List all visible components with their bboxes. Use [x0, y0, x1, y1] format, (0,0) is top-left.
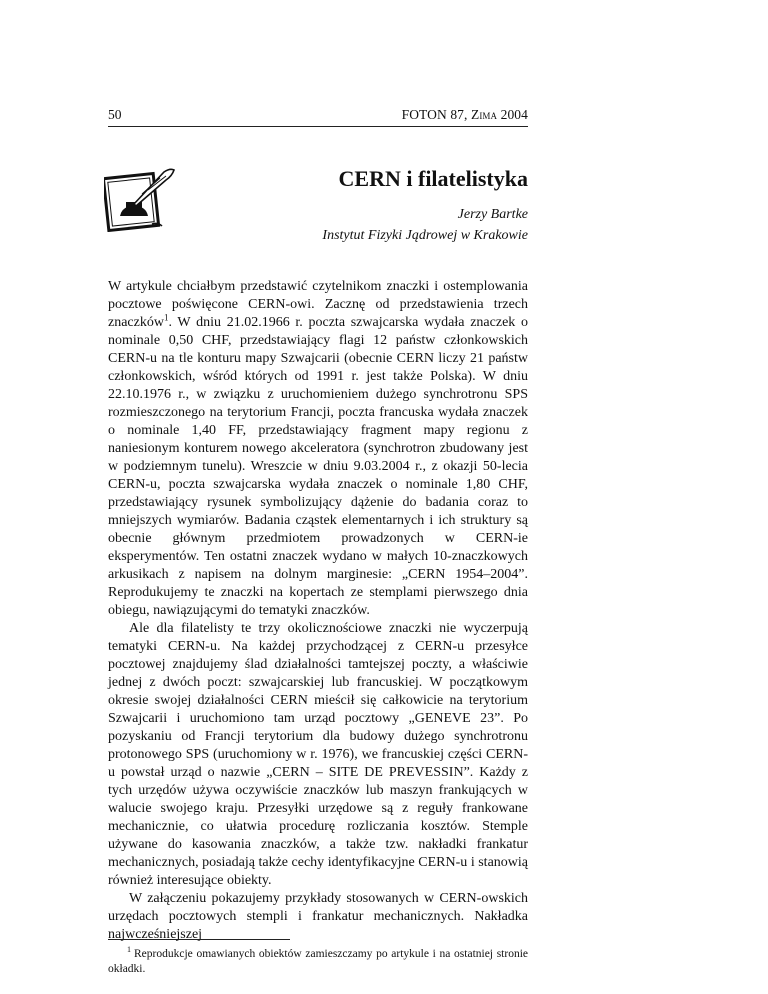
paragraph-3: W załączeniu pokazujemy przykłady stosowanych w CERN-owskich urzędach pocztowych stempli i frankatur mechanicznych. Nakładka najwcześniejszej [108, 891, 528, 942]
footnote-mark: 1 [127, 945, 131, 955]
page-number: 50 [108, 107, 122, 122]
article-body [108, 278, 528, 944]
footnote-reference: 1 [163, 312, 169, 323]
article-author: Jerzy Bartke [457, 207, 528, 222]
paragraph-1 [108, 278, 528, 620]
footnote-text: Reprodukcje omawianych obiektów zamieszczamy po artykule i na ostatniej stronie okładki. [108, 948, 528, 975]
header-divider [108, 126, 528, 127]
footnote-divider [108, 939, 290, 940]
running-header: FOTON 87, Zima 2004 [401, 107, 528, 122]
paragraph-1-part-a: W artykule chciałbym przedstawić czytelnikom znaczki i ostemplowania pocztowe poświęcone CERN-owi. Zacznę od przedstawienia trzech znaczków [108, 279, 528, 330]
article-title: CERN i filatelistyka [338, 166, 528, 191]
paragraph-2: Ale dla filatelisty te trzy okolicznościowe znaczki nie wyczerpują tematyki CERN-u. Na każdej przychodzącej z CERN-u przesyłce pocztowej znajdujemy ślad działalności tamtejszej poczty, a właściwie jednej z dwóch poczt: szwajcarskiej lub francuskiej. W początkowym okresie swojej działalności CERN mieścił się całkowicie na terytorium Szwajcarii i uruchomiono tam urząd pocztowy „GENEVE 23”. Po pozyskaniu od Francji terytorium dla budowy dużego synchrotronu protonowego SPS (uruchomiony w r. 1976), we francuskiej części CERN-u powstał urząd o nazwie „CERN – SITE DE PREVESSIN”. Każdy z tych urzędów używa oczywiście znaczków lub maszyn frankujących w walucie swojego kraju. Przesyłki urzędowe są z reguły frankowane mechanicznie, co ułatwia procedurę rozliczania kosztów. Stemple używane do kasowania znaczków, a także tzw. nakładki frankatur mechanicznych, posiadają także cechy identyfikacyjne CERN-u i stanowią również interesujące obiekty. [108, 621, 528, 888]
inkwell-quill-icon [104, 166, 177, 232]
author-affiliation: Instytut Fizyki Jądrowej w Krakowie [322, 228, 528, 243]
paragraph-1-part-b: . W dniu 21.02.1966 r. poczta szwajcarska wydała znaczek o nominale 0,50 CHF, przedstawiający flagi 12 państw członkowskich CERN-u na tle konturu mapy Szwajcarii (obecnie CERN liczy 21 państw członkowskich, wśród których od 1991 r. jest także Polska). W dniu 22.10.1976 r., w związku z uruchomieniem dużego synchrotronu SPS rozmieszczonego na terytorium Francji, poczta francuska wydała znaczek o nominale 1,40 FF, przedstawiający fragment mapy regionu z naniesionym konturem nowego akceleratora (synchrotron zbudowany jest w podziemnym tunelu). Wreszcie w dniu 9.03.2004 r., z okazji 50-lecia CERN-u, poczta szwajcarska wydała znaczek o nominale 1,80 CHF, przedstawiający rysunek symbolizujący dążenie do badania coraz to mniejszych wymiarów. Badania cząstek elementarnych i ich struktury są obecnie głównym przedmiotem prowadzonych w CERN-ie eksperymentów. Ten ostatni znaczek wydano w małych 10-znaczkowych arkusikach z napisem na dolnym marginesie: „CERN 1954–2004”. Reprodukujemy te znaczki na kopertach ze stemplami pierwszego dnia obiegu, nawiązującymi do tematyki znaczków. [108, 315, 528, 618]
footnote [108, 947, 528, 977]
